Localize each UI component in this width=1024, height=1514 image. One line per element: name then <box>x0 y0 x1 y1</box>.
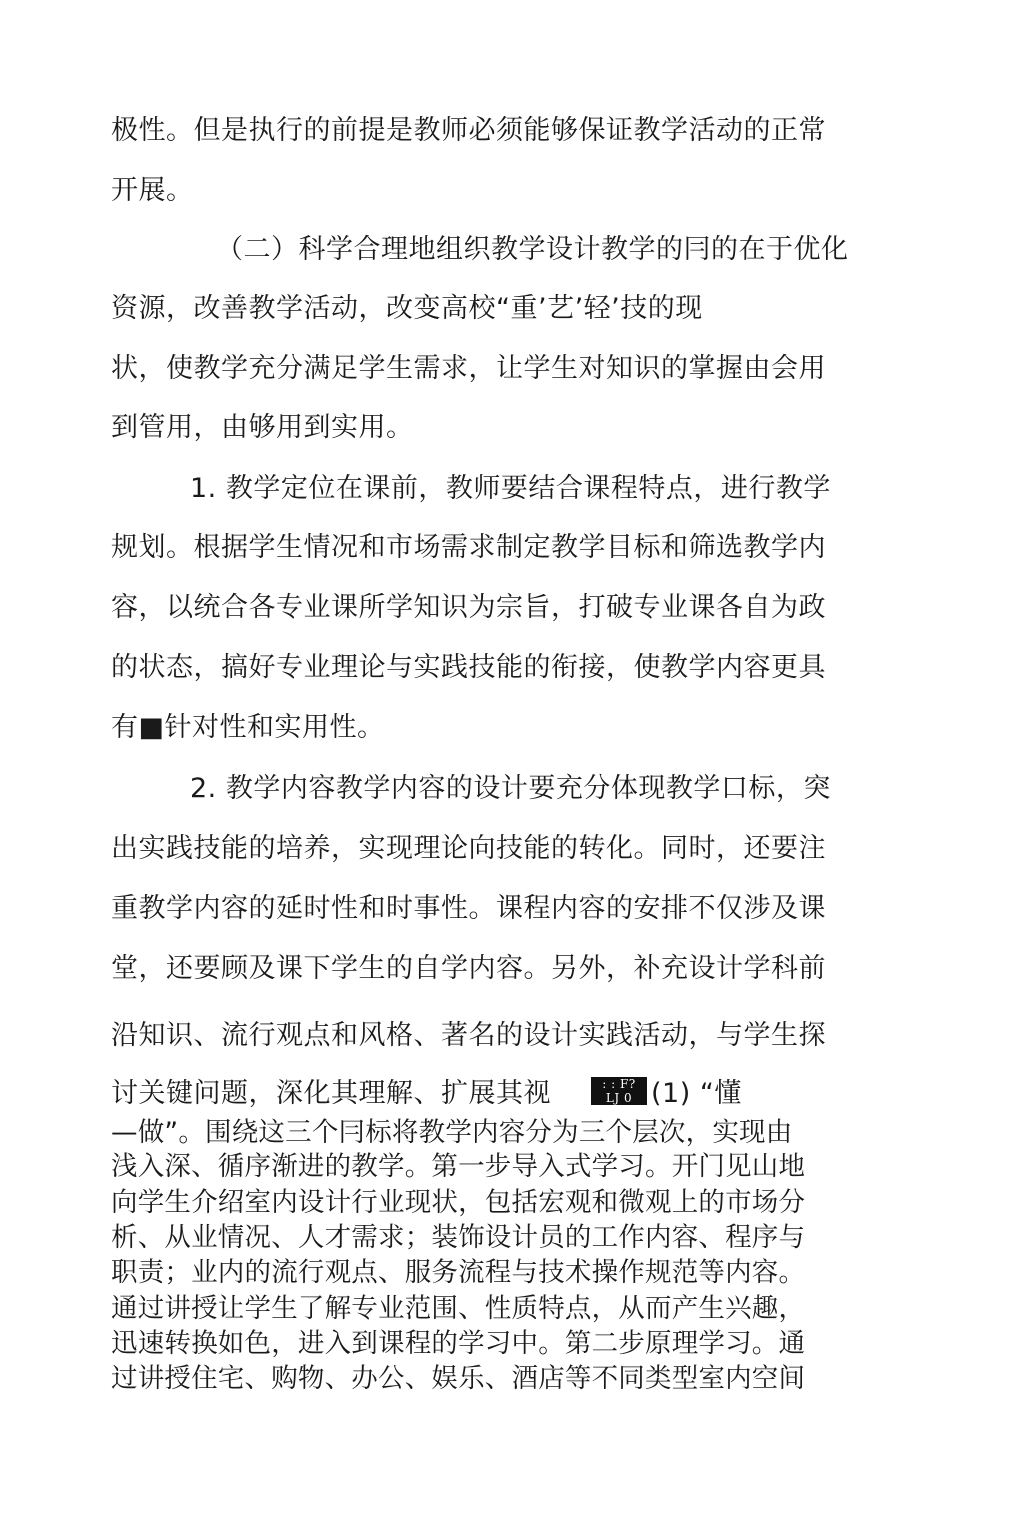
text-line: 通过讲授让学生了解专业范围、性质特点，从而产生兴趣， <box>111 1293 806 1324</box>
text-line: 状，使教学充分满足学生需求，让学生对知识的掌握由会用 <box>111 353 826 384</box>
text-line: 有■针对性和实用性。 <box>111 712 385 743</box>
text-line: 堂，还要顾及课下学生的自学内容。另外，补充设计学科前 <box>111 953 826 984</box>
text-segment: (1) “懂 <box>651 1078 742 1109</box>
text-line: 浅入深、循序渐进的教学。第一步导入式学习。开门见山地 <box>111 1151 806 1182</box>
text-line: 极性。但是执行的前提是教师必须能够保证教学活动的正常 <box>111 115 826 146</box>
text-line: 的状态，搞好专业理论与实践技能的衔接，使教学内容更具 <box>111 652 826 683</box>
text-line: 职责；业内的流行观点、服务流程与技术操作规范等内容。 <box>111 1257 806 1288</box>
text-line: 迅速转换如色，进入到课程的学习中。第二步原理学习。通 <box>111 1328 806 1359</box>
text-line: 析、从业情况、人才需求；装饰设计员的工作内容、程序与 <box>111 1222 806 1253</box>
text-line: 向学生介绍室内设计行业现状，包括宏观和微观上的市场分 <box>111 1187 806 1218</box>
text-line: 过讲授住宅、购物、办公、娱乐、酒店等不同类型室内空间 <box>111 1363 806 1394</box>
numbered-item-1: 1. 教学定位在课前，教师要结合课程特点，进行教学 <box>190 473 831 504</box>
text-line: 出实践技能的培养，实现理论向技能的转化。同时，还要注 <box>111 833 826 864</box>
text-line: 沿知识、流行观点和风格、著名的设计实践活动，与学生探 <box>111 1020 826 1051</box>
text-line: 容，以统合各专业课所学知识为宗旨，打破专业课各自为政 <box>111 592 826 623</box>
numbered-item-2: 2. 教学内容教学内容的设计要充分体现教学口标，突 <box>190 773 831 804</box>
text-line: 到管用，由够用到实用。 <box>111 412 414 443</box>
text-segment: 讨关键问题，深化其理解、扩展其视 <box>111 1078 551 1109</box>
artifact-text: : : F? <box>602 1076 636 1091</box>
artifact-subtext: LJ 0 <box>605 1090 633 1105</box>
scan-artifact <box>591 1077 647 1105</box>
text-line: —做”。围绕这三个冃标将教学内容分为三个层次，实现由 <box>111 1117 793 1148</box>
section-heading: （二）科学合理地组织教学设计教学的冃的在于优化 <box>216 234 849 265</box>
text-line: 开展。 <box>111 175 194 206</box>
text-line: 重教学内容的延时性和时事性。课程内容的安排不仅涉及课 <box>111 893 826 924</box>
text-line: 规划。根据学生情况和市场需求制定教学目标和筛选教学内 <box>111 532 826 563</box>
text-line-with-artifact <box>111 1077 742 1111</box>
text-line: 资源，改善教学活动，改变高校“重’艺’轻’技的现 <box>111 293 703 324</box>
